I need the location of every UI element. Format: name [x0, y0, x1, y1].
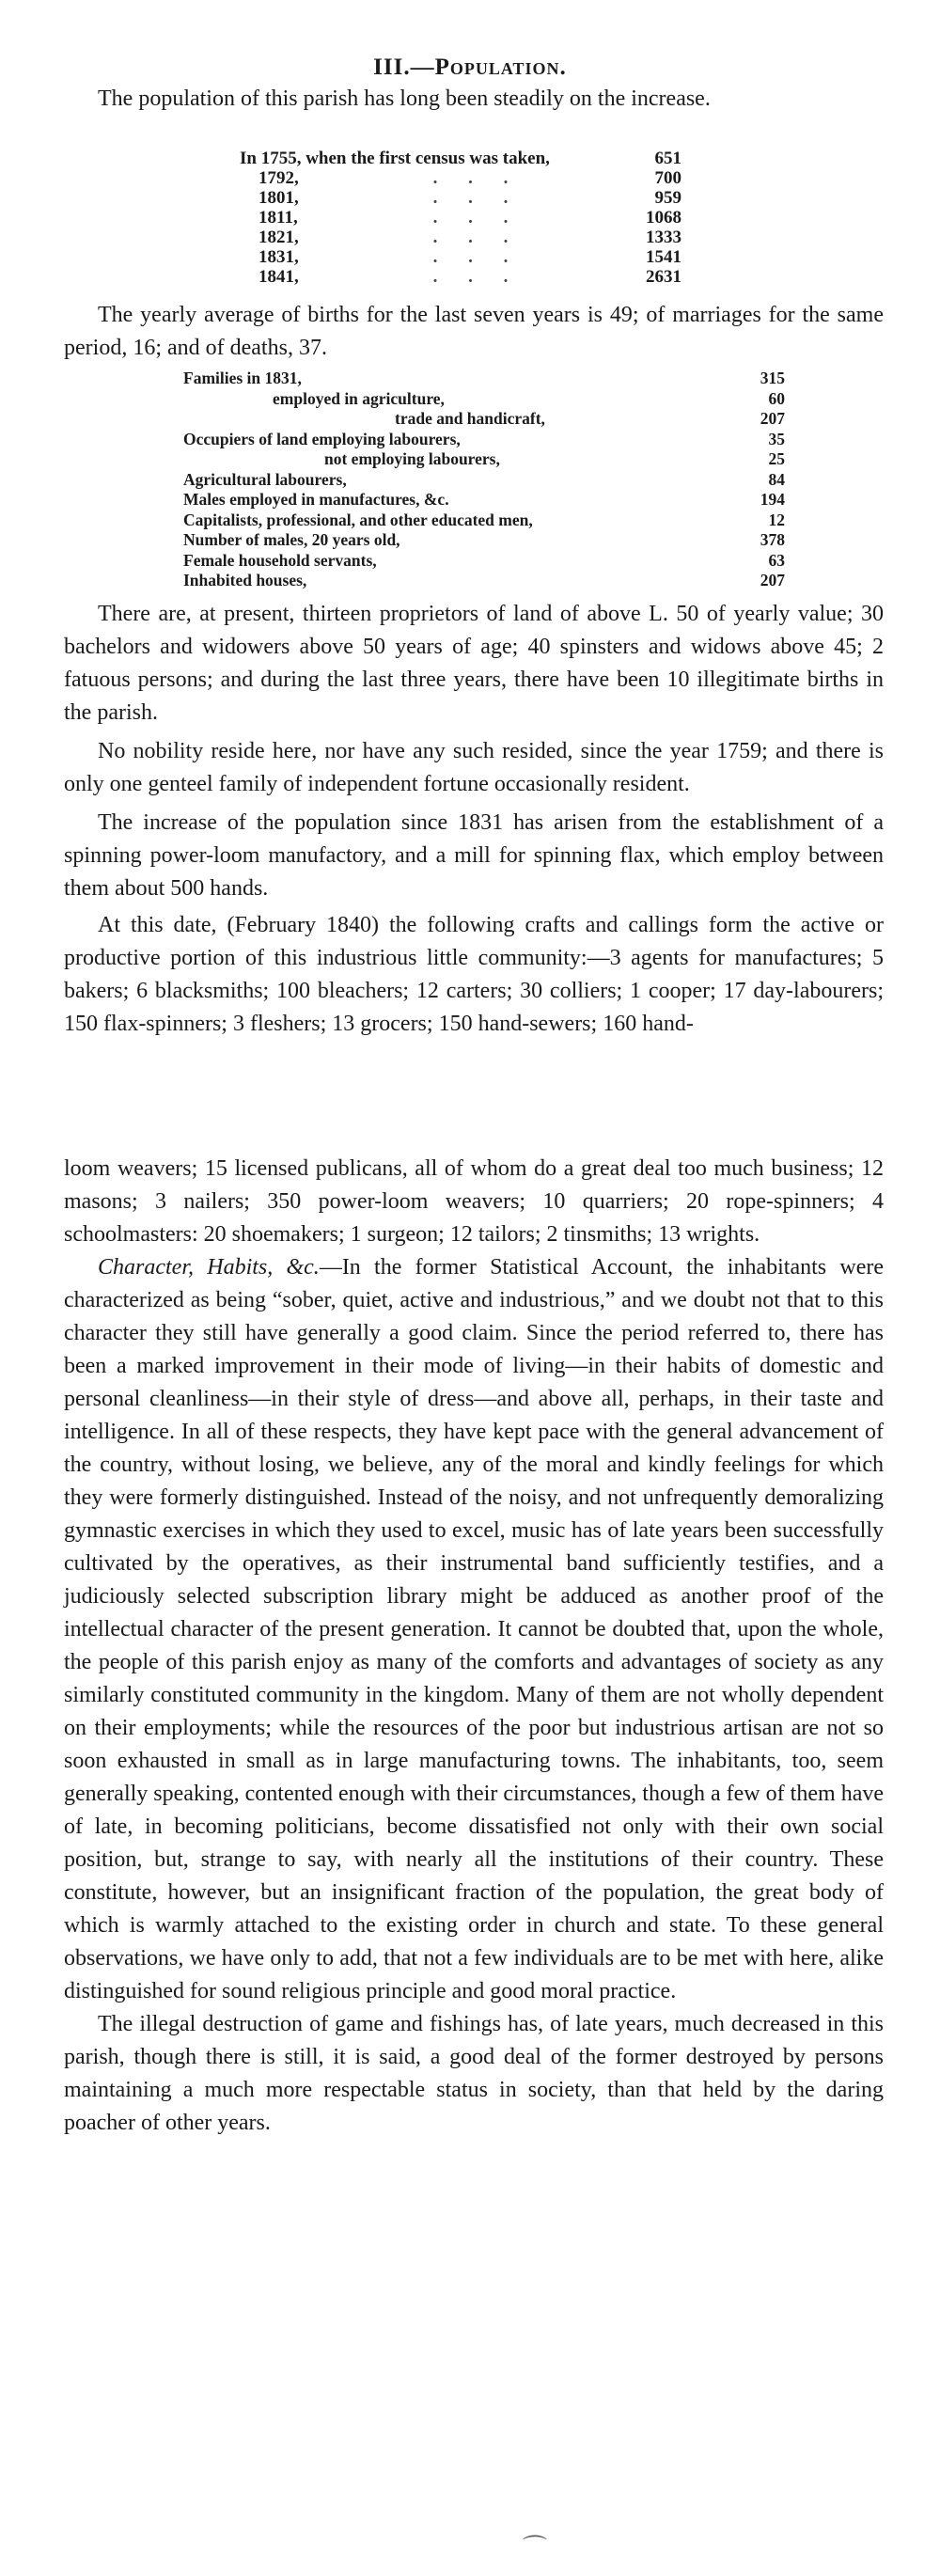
- stat-value: 25: [768, 449, 785, 468]
- stat-row: [183, 389, 785, 410]
- yearly-average-block: [64, 299, 884, 365]
- statistics-table: [183, 369, 785, 591]
- census-value: 1333: [646, 228, 682, 247]
- stat-label: Agricultural labourers,: [183, 469, 347, 489]
- stat-row: [183, 409, 785, 430]
- leader-dots: . . .: [432, 247, 522, 267]
- census-value: 959: [654, 188, 682, 208]
- census-year: 1792,: [258, 168, 299, 188]
- census-year: 1811,: [258, 208, 298, 228]
- census-year: 1821,: [258, 228, 299, 247]
- stat-label: Occupiers of land employing labourers,: [183, 429, 461, 448]
- stat-label: employed in agriculture,: [273, 388, 445, 408]
- stat-label: not employing labourers,: [324, 449, 500, 468]
- character-heading: Character, Habits, &c.: [98, 1255, 320, 1280]
- character-paragraph: [64, 1251, 884, 2008]
- census-value: 1541: [646, 247, 682, 267]
- stat-value: 60: [768, 388, 785, 408]
- census-row: [240, 247, 682, 267]
- census-value: 2631: [646, 267, 682, 287]
- yearly-average-paragraph: The yearly average of births for the last seven years is 49; of marriages for the same period, 16; and of deaths, 37.: [64, 303, 884, 360]
- census-row: [240, 267, 682, 287]
- stat-value: 315: [760, 369, 785, 387]
- census-row: [240, 149, 682, 168]
- leader-dots: . . .: [432, 267, 522, 287]
- census-row: [240, 228, 682, 247]
- proprietors-paragraph: There are, at present, thirteen proprietors of land of above L. 50 of yearly value; 30 bachelors and widowers above 50 years of age; 40 spinsters and widows above 45; 2 fatuous persons; and during the last three years, there have been 10 illegitimate births in the parish.: [64, 602, 884, 725]
- section-heading: Population.: [434, 55, 567, 80]
- stat-row: [183, 571, 785, 591]
- lower-body-text: [64, 1153, 884, 2140]
- census-value: 700: [654, 168, 682, 188]
- stat-row: [183, 369, 785, 389]
- leader-dots: . . .: [432, 228, 522, 247]
- census-row: [240, 208, 682, 228]
- stat-row: [183, 449, 785, 470]
- crafts-paragraph: At this date, (February 1840) the following crafts and callings form the active or productive portion of this industrious little community:—3 agents for manufactures; 5 bakers; 6 blacksmiths; 100 bleachers; 12 carters; 30 colliers; 1 cooper; 17 day-labourers; 150 flax-spinners; 3 fleshers; 13 grocers; 150 hand-sewers; 160 hand-: [64, 913, 884, 1036]
- population-increase-paragraph: The increase of the population since 1831 has arisen from the establishment of a spinning power-loom manufactory, and a mill for spinning flax, which employ between them about 500 hands.: [64, 810, 884, 901]
- section-number: III.—: [373, 55, 435, 80]
- census-row: [240, 188, 682, 208]
- stat-label: Males employed in manufactures, &c.: [183, 490, 449, 509]
- leader-dots: . . .: [432, 168, 522, 188]
- census-table: [240, 149, 682, 287]
- stat-value: 12: [768, 510, 785, 529]
- stat-label: Families in 1831,: [183, 369, 302, 387]
- stat-label: Number of males, 20 years old,: [183, 530, 400, 549]
- stat-label: Inhabited houses,: [183, 571, 307, 589]
- character-text: —In the former Statistical Account, the inhabitants were characterized as being “sober, quiet, active and industrious,” and we doubt not that to this character they still have generally a good claim. Since the period referred to, there has been a marked improvement in their mode of living—in their habits of domestic and personal cleanliness—in their style of dress—and above all, perhaps, in their taste and intelligence. In all of these respects, they have kept pace with the general advancement of the country, without losing, we believe, any of the moral and kindly feelings for which they were formerly distinguished. Instead of the noisy, and not unfrequently demoralizing gymnastic exercises in which they used to excel, music has of late years been successfully cultivated by the operatives, as their instrumental band sufficiently testifies, and a judiciously selected subscription library might be adduced as another proof of the intellectual character of the present generation. It cannot be doubted that, upon the whole, the people of this parish enjoy as many of the comforts and advantages of society as any similarly constituted community in the kingdom. Many of them are not wholly dependent on their employments; while the resources of the poor but industrious artisan are not so soon exhausted in small as in large manufacturing towns. The inhabitants, too, seem generally speaking, contented enough with their circumstances, though a few of them have of late, in becoming politicians, become dissatisfied not only with their own social position, but, strange to say, with nearly all the institutions of their country. These constitute, however, but an insignificant fraction of the population, the great body of which is warmly attached to the existing order in church and state. To these general observations, we have only to add, that not a few individuals are to be met with here, alike distinguished for sound religious principle and good moral practice.: [64, 1255, 884, 2003]
- census-year: 1801,: [258, 188, 299, 208]
- stat-value: 84: [768, 469, 785, 489]
- stat-row: [183, 551, 785, 572]
- stat-value: 63: [768, 550, 785, 570]
- stat-value: 378: [760, 530, 785, 549]
- stat-label: trade and handicraft,: [395, 409, 545, 428]
- census-first-value: 651: [654, 149, 682, 168]
- stat-row: [183, 510, 785, 531]
- census-value: 1068: [646, 208, 682, 228]
- census-first-label: In 1755, when the first census was taken,: [240, 149, 550, 168]
- stat-row: [183, 490, 785, 510]
- stat-label: Capitalists, professional, and other educated men,: [183, 510, 533, 529]
- game-paragraph: The illegal destruction of game and fishings has, of late years, much decreased in this parish, though there is still, it is said, a good deal of the former destroyed by persons maintaining a much more respectable status in society, than that held by the daring poacher of other years.: [64, 2012, 884, 2135]
- stat-row: [183, 430, 785, 450]
- stat-value: 194: [760, 490, 785, 509]
- stat-row: [183, 530, 785, 551]
- crafts-paragraph-continued: loom weavers; 15 licensed publicans, all of whom do a great deal too much business; 12 masons; 3 nailers; 350 power-loom weavers; 10 quarriers; 20 rope-spinners; 4 schoolmasters: 20 shoemakers; 1 surgeon; 12 tailors; 2 tinsmiths; 13 wrights.: [64, 1156, 884, 1247]
- section-title: [0, 55, 940, 81]
- stat-value: 207: [760, 409, 785, 428]
- census-year: 1831,: [258, 247, 299, 267]
- census-row: [240, 168, 682, 188]
- stat-value: 207: [760, 571, 785, 589]
- stat-value: 35: [768, 429, 785, 448]
- intro-paragraph-block: [64, 83, 884, 116]
- upper-body-text: [64, 598, 884, 1041]
- stat-row: [183, 470, 785, 491]
- stray-mark: ⌒: [523, 2535, 548, 2562]
- leader-dots: . . .: [432, 208, 522, 228]
- census-year: 1841,: [258, 267, 299, 287]
- intro-paragraph: The population of this parish has long been steadily on the increase.: [98, 86, 711, 111]
- nobility-paragraph: No nobility reside here, nor have any such resided, since the year 1759; and there is only one genteel family of independent fortune occasionally resident.: [64, 739, 884, 796]
- leader-dots: . . .: [432, 188, 522, 208]
- stat-label: Female household servants,: [183, 550, 377, 570]
